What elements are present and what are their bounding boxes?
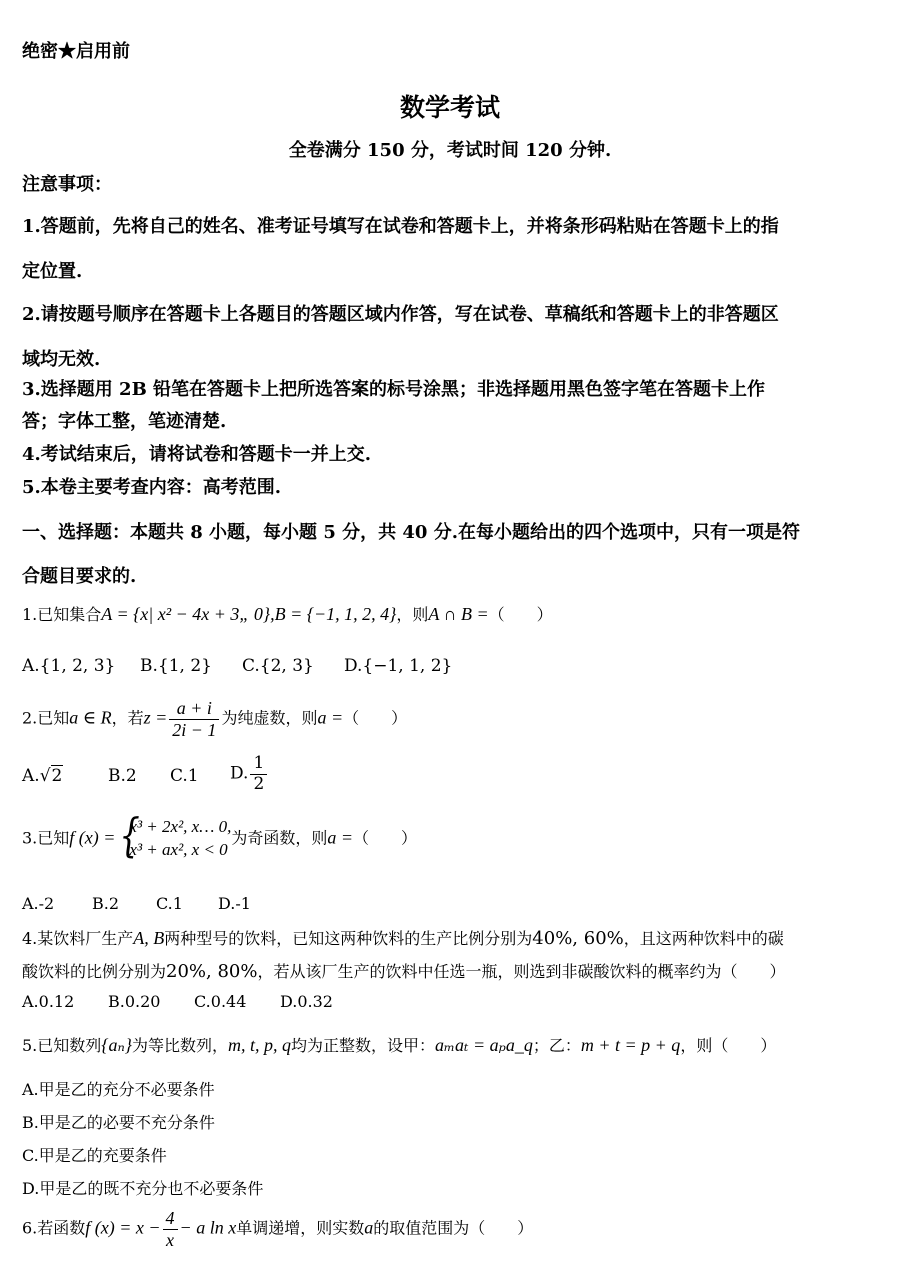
question-3-option-b: B.2 [92, 894, 120, 913]
question-1-set-a: A = {x| x² − 4x + 3„ 0} [101, 604, 271, 624]
question-2-option-a-label: A. [22, 766, 40, 786]
question-4-text-3: ，且这两种饮料中的碳 [623, 929, 784, 948]
question-3-case-2: x³ + ax², x < 0 [129, 839, 228, 859]
notice-item-3-line-1: 3.选择题用 2B 铅笔在答题卡上把所选答案的标号涂黑；非选择题用黑色签字笔在答题卡上作 [22, 379, 766, 400]
question-5-mid-1: 为等比数列， [131, 1036, 228, 1055]
notice-item-5: 5.本卷主要考查内容：高考范围. [22, 477, 282, 498]
question-5-option-b: B.甲是乙的必要不充分条件 [22, 1113, 215, 1132]
question-5-option-c: C.甲是乙的充要条件 [22, 1146, 167, 1165]
question-4-text-1: 4.某饮料厂生产 [22, 929, 134, 948]
question-1-tail: ，则 [396, 605, 429, 624]
notice-item-4: 4.考试结束后，请将试卷和答题卡一并上交. [22, 444, 372, 465]
question-6-variable: a [364, 1217, 374, 1238]
question-4-option-d: D.0.32 [280, 992, 333, 1011]
question-5-condition-jia: aₘaₜ = aₚa_q [435, 1035, 533, 1055]
question-4-option-b: B.0.20 [108, 992, 161, 1011]
question-4-line-2 [22, 959, 786, 982]
question-4-option-a: A.0.12 [22, 992, 75, 1011]
question-2-option-d-fraction [250, 754, 267, 794]
question-6-numerator: 4 [163, 1208, 178, 1230]
question-4-text-5: ，若从该厂生产的饮料中任选一瓶，则选到非碳酸饮料的概率约为（ ） [257, 962, 786, 981]
question-3-fx: f (x) = [69, 827, 116, 848]
question-5-mid-3: ；乙： [532, 1036, 581, 1055]
question-4-text-4: 酸饮料的比例分别为 [22, 962, 167, 981]
question-5-mid-2: 均为正整数，设甲： [291, 1036, 436, 1055]
question-1-separator: , [270, 604, 275, 624]
question-2-option-a-radicand: 2 [51, 766, 63, 786]
question-3-answer-paren: （ ） [353, 828, 418, 848]
question-2-answer-paren: （ ） [343, 708, 408, 728]
question-3-tail: 为奇函数，则 [231, 828, 328, 848]
notice-heading: 注意事项： [22, 174, 112, 195]
question-2-tail: 为纯虚数，则 [221, 708, 318, 728]
question-6-denominator: x [166, 1229, 175, 1250]
question-3-piecewise [115, 808, 232, 862]
question-3 [22, 808, 418, 862]
question-5-tail: ，则（ ） [680, 1036, 777, 1055]
question-2-fraction [169, 698, 219, 740]
question-2-option-d-denominator: 2 [253, 773, 265, 794]
question-3-prefix: 3.已知 [22, 828, 70, 848]
page-title: 数学考试 [399, 93, 500, 122]
question-1-answer-paren: （ ） [488, 605, 553, 624]
question-2 [22, 698, 407, 740]
question-1-option-d: D.{−1, 1, 2} [344, 656, 453, 676]
question-4-text-2: 两种型号的饮料，已知这两种饮料的生产比例分别为 [164, 929, 533, 948]
question-1-option-a: A.{1, 2, 3} [22, 656, 116, 676]
question-5-condition-yi: m + t = p + q [580, 1035, 681, 1055]
notice-item-2-line-2: 域均无效. [22, 349, 101, 370]
question-5 [22, 1033, 776, 1056]
question-1-option-b: B.{1, 2} [140, 656, 212, 676]
question-2-mid: ，若 [111, 708, 144, 728]
question-3-option-a: A.-2 [22, 894, 55, 913]
question-4-carbonated-ratio: 20%, 80% [166, 961, 258, 982]
question-1 [22, 602, 553, 625]
question-2-option-d-label: D. [230, 763, 249, 784]
page-subtitle: 全卷满分 150 分，考试时间 120 分钟. [288, 140, 612, 161]
question-6-tail: 单调递增，则实数 [236, 1218, 365, 1238]
question-6 [22, 1208, 533, 1250]
question-6-tail-2: 的取值范围为（ ） [373, 1218, 534, 1238]
question-5-variables: m, t, p, q [228, 1035, 291, 1055]
question-4-option-c: C.0.44 [194, 992, 247, 1011]
question-2-condition: a ∈ R [69, 707, 112, 728]
question-3-option-c: C.1 [156, 894, 183, 913]
question-5-option-d: D.甲是乙的既不充分也不必要条件 [22, 1179, 264, 1198]
sqrt-icon: √2 [39, 766, 63, 786]
confidential-label: 绝密★启用前 [22, 41, 130, 62]
question-3-ask: a = [327, 827, 353, 848]
question-6-fx: f (x) = x − [85, 1217, 161, 1238]
question-3-option-d: D.-1 [218, 894, 251, 913]
question-2-option-c: C.1 [170, 766, 199, 786]
question-4-production-ratio: 40%, 60% [532, 928, 624, 949]
question-6-fraction [163, 1208, 178, 1250]
question-4-line-1 [22, 926, 784, 949]
question-1-set-b: B = {−1, 1, 2, 4} [274, 604, 397, 624]
notice-item-2-line-1: 2.请按题号顺序在答题卡上各题目的答题区域内作答，写在试卷、草稿纸和答题卡上的非答题区 [22, 304, 779, 325]
question-2-option-b: B.2 [108, 766, 137, 786]
question-6-prefix: 6.若函数 [22, 1218, 86, 1238]
notice-item-1-line-1: 1.答题前，先将自己的姓名、准考证号填写在试卷和答题卡上，并将条形码粘贴在答题卡上的指 [22, 216, 779, 237]
question-2-option-d [230, 754, 269, 794]
question-1-option-c: C.{2, 3} [242, 656, 314, 676]
question-2-prefix: 2.已知 [22, 708, 70, 728]
question-5-prefix: 5.已知数列 [22, 1036, 102, 1055]
question-1-prefix: 1.已知集合 [22, 605, 102, 624]
section-1-instructions-line-2: 合题目要求的. [22, 566, 137, 587]
question-5-option-a: A.甲是乙的充分不必要条件 [22, 1080, 215, 1099]
question-2-option-a [22, 766, 63, 786]
question-2-option-d-numerator: 1 [250, 754, 267, 775]
notice-item-3-line-2: 答；字体工整，笔迹清楚. [22, 411, 227, 432]
question-2-z-eq: z = [143, 707, 168, 728]
question-3-case-1: x³ + 2x², x… 0, [129, 817, 232, 836]
left-brace-icon: { [119, 808, 141, 862]
question-6-log-term: − a ln x [179, 1217, 237, 1238]
question-1-expression: A ∩ B = [428, 604, 489, 624]
question-2-denominator: 2i − 1 [172, 719, 217, 740]
question-4-types: A, B [133, 928, 165, 948]
question-2-numerator: a + i [169, 698, 219, 720]
question-2-ask: a = [317, 707, 344, 728]
question-5-sequence: {aₙ} [101, 1035, 132, 1055]
notice-item-1-line-2: 定位置. [22, 261, 83, 282]
section-1-instructions-line-1: 一、选择题：本题共 8 小题，每小题 5 分，共 40 分.在每小题给出的四个选项中，只有一项是符 [22, 522, 800, 543]
